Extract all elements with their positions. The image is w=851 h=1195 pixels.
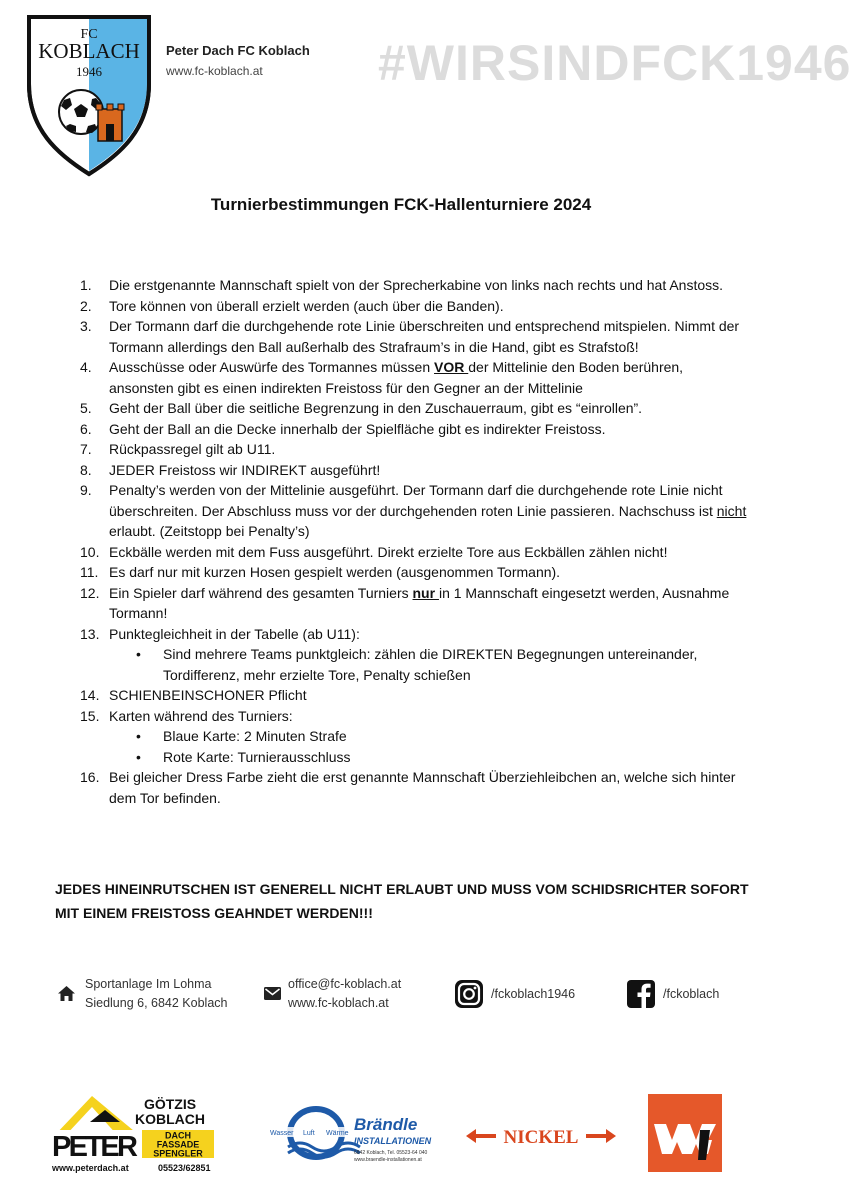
- rule-item: [80, 685, 750, 706]
- hashtag: #WIRSINDFCK1946: [378, 35, 851, 91]
- sponsor-orange-logo[interactable]: [648, 1094, 722, 1172]
- rule-text: JEDER Freistoss wir INDIREKT ausgeführt!: [109, 461, 381, 478]
- rule-text: Penalty’s werden von der Mittelinie ausgeführt. Der Tormann darf die durchgehende rote Linie nicht überschreiten. Der Abschluss muss vor der durchgehenden roten Linie passieren. Nachschuss ist: [109, 482, 723, 519]
- logo-name: KOBLACH: [38, 39, 140, 63]
- club-logo: [26, 14, 152, 176]
- rule-number: 11.: [80, 564, 99, 580]
- peter-web: www.peterdach.at: [52, 1163, 129, 1173]
- web-link[interactable]: www.fc-koblach.at: [288, 996, 389, 1010]
- rule-number: 4.: [80, 359, 92, 375]
- club-url[interactable]: www.fc-koblach.at: [166, 64, 263, 78]
- page-title: Turnierbestimmungen FCK-Hallenturniere 2024: [210, 195, 592, 214]
- rule-item: [80, 583, 750, 624]
- logo-year: 1946: [76, 64, 102, 79]
- sub-text: Rote Karte: Turnierausschluss: [163, 748, 351, 765]
- rule-item: [80, 419, 750, 440]
- peter-town1: GÖTZIS: [143, 1096, 197, 1112]
- braendle-tag: Wärme: [326, 1130, 349, 1137]
- rule-emphasis: VOR: [434, 359, 469, 375]
- braendle-name: Brändle: [354, 1115, 418, 1134]
- sub-list: [109, 726, 750, 767]
- peter-phone: 05523/62851: [158, 1163, 211, 1173]
- rule-number: 14.: [80, 687, 100, 703]
- rule-text: Die erstgenannte Mannschaft spielt von der Sprecherkabine von links nach rechts und hat Anstoss.: [109, 277, 724, 293]
- peter-brand: PETER: [52, 1131, 138, 1163]
- rule-text: Bei gleicher Dress Farbe zieht die erst genannte Mannschaft Überziehleibchen an, welche sich hinter dem Tor befinden.: [109, 769, 736, 806]
- braendle-address: 6842 Koblach, Tel. 05523-64 040: [354, 1150, 428, 1156]
- rule-item: [80, 460, 750, 481]
- sub-text: Blaue Karte: 2 Minuten Strafe: [163, 728, 347, 744]
- logo-top: FC: [80, 27, 98, 42]
- rule-text: Ein Spieler darf während des gesamten Turniers: [109, 584, 413, 601]
- rule-number: 6.: [80, 420, 92, 437]
- rule-item: [80, 316, 750, 357]
- rule-item: [80, 275, 750, 296]
- sponsor-peter-logo[interactable]: [50, 1092, 220, 1174]
- braendle-sub: INSTALLATIONEN: [354, 1136, 432, 1146]
- rule-text: Karten während des Turniers:: [109, 707, 293, 724]
- rule-text: Eckbälle werden mit dem Fuss ausgeführt. Direkt erzielte Tore aus Eckbällen zählen nicht!: [109, 543, 668, 560]
- peter-town2: KOBLACH: [135, 1111, 205, 1127]
- rule-item: [80, 439, 750, 460]
- sub-item: [109, 644, 750, 685]
- rule-text: erlaubt. (Zeitstopp bei Penalty’s): [109, 523, 310, 539]
- rule-number: 10.: [80, 543, 100, 560]
- rule-number: 2.: [80, 297, 92, 314]
- braendle-tag: Luft: [303, 1130, 315, 1137]
- peter-service: DACH: [165, 1130, 191, 1141]
- instagram-handle[interactable]: /fckoblach1946: [491, 987, 576, 1001]
- rule-emphasis: nur: [412, 584, 439, 601]
- rule-item: [80, 624, 750, 686]
- rule-item: [80, 562, 750, 583]
- braendle-web: www.braendle-installationen.at: [354, 1157, 422, 1163]
- rule-item: [80, 398, 750, 419]
- rule-emphasis: nicht: [716, 502, 747, 519]
- rule-text: Ausschüsse oder Auswürfe des Tormannes müssen: [109, 359, 435, 375]
- rule-item: [80, 357, 750, 398]
- rule-number: 16.: [80, 769, 100, 785]
- address-line: Sportanlage Im Lohma: [85, 977, 212, 991]
- sub-list: [109, 644, 750, 685]
- rule-item: [80, 296, 750, 317]
- rule-text: Der Tormann darf die durchgehende rote Linie überschreiten und entsprechend mitspielen. Nimmt der Tormann allerdings den Ball außerhalb des Strafraum’s in die Hand, gibt es Strafstoß!: [109, 318, 740, 355]
- email-link[interactable]: office@fc-koblach.at: [288, 977, 402, 991]
- rule-item: [80, 480, 750, 542]
- rule-number: 15.: [80, 707, 100, 724]
- peter-service: SPENGLER: [153, 1148, 203, 1159]
- sub-item: [109, 747, 750, 768]
- sub-item: [109, 726, 750, 747]
- braendle-tag: Wasser: [270, 1130, 294, 1137]
- bullet-icon: •: [136, 748, 141, 765]
- rule-item: [80, 767, 750, 808]
- rule-number: 12.: [80, 584, 100, 601]
- club-name: Peter Dach FC Koblach: [166, 43, 310, 58]
- mail-icon: [264, 987, 281, 1000]
- football-icon: [59, 90, 103, 134]
- rule-number: 9.: [80, 482, 92, 498]
- sub-text: Sind mehrere Teams punktgleich: zählen die DIREKTEN Begegnungen untereinander, Tordifferenz, mehr erzielte Tore, Penalty schießen: [163, 646, 698, 683]
- rule-number: 7.: [80, 441, 92, 457]
- rule-number: 13.: [80, 625, 100, 642]
- rule-item: [80, 542, 750, 563]
- rule-text: Geht der Ball über die seitliche Begrenzung in den Zuschauerraum, gibt es “einrollen”.: [109, 400, 643, 416]
- rule-number: 3.: [80, 318, 92, 334]
- rule-text: Punktegleichheit in der Tabelle (ab U11):: [109, 625, 360, 642]
- sponsor-nickel-logo[interactable]: [466, 1124, 616, 1148]
- rule-number: 1.: [80, 277, 92, 293]
- contact-web: [288, 975, 401, 1013]
- address-line: Siedlung 6, 6842 Koblach: [85, 996, 228, 1010]
- rule-text: Es darf nur mit kurzen Hosen gespielt werden (ausgenommen Tormann).: [109, 564, 561, 580]
- rule-text: Geht der Ball an die Decke innerhalb der Spielfläche gibt es indirekter Freistoss.: [109, 420, 606, 437]
- rule-number: 5.: [80, 400, 92, 416]
- bullet-icon: •: [136, 728, 141, 744]
- instagram-icon[interactable]: [454, 979, 484, 1009]
- rule-number: 8.: [80, 461, 92, 478]
- bullet-icon: •: [136, 646, 141, 662]
- rule-text: Tore können von überall erzielt werden (auch über die Banden).: [109, 297, 504, 314]
- rule-text: SCHIENBEINSCHONER Pflicht: [109, 687, 307, 703]
- warning-text: JEDES HINEINRUTSCHEN IST GENERELL NICHT ERLAUBT UND MUSS VOM SCHIDSRICHTER SOFORT MIT EINEM FREISTOSS GEAHNDET WERDEN!!!: [55, 881, 749, 921]
- rule-text: in 1 Mannschaft eingesetzt werden, Ausnahme Tormann!: [109, 584, 730, 621]
- sponsor-braendle-logo[interactable]: [266, 1103, 438, 1165]
- home-icon: [58, 986, 75, 1001]
- rule-text: der Mittelinie den Boden berühren, ansonsten gibt es einen indirekten Freistoss für den Gegner an der Mittelinie: [109, 359, 684, 396]
- peter-service: FASSADE: [156, 1139, 200, 1150]
- facebook-icon[interactable]: [626, 979, 656, 1009]
- facebook-handle[interactable]: /fckoblach: [663, 987, 720, 1001]
- address: [85, 975, 227, 1013]
- nickel-name: NICKEL: [503, 1127, 579, 1148]
- rule-item: [80, 706, 750, 768]
- castle-icon: [96, 104, 124, 141]
- rule-text: Rückpassregel gilt ab U11.: [109, 441, 276, 457]
- rules-list: [80, 275, 750, 808]
